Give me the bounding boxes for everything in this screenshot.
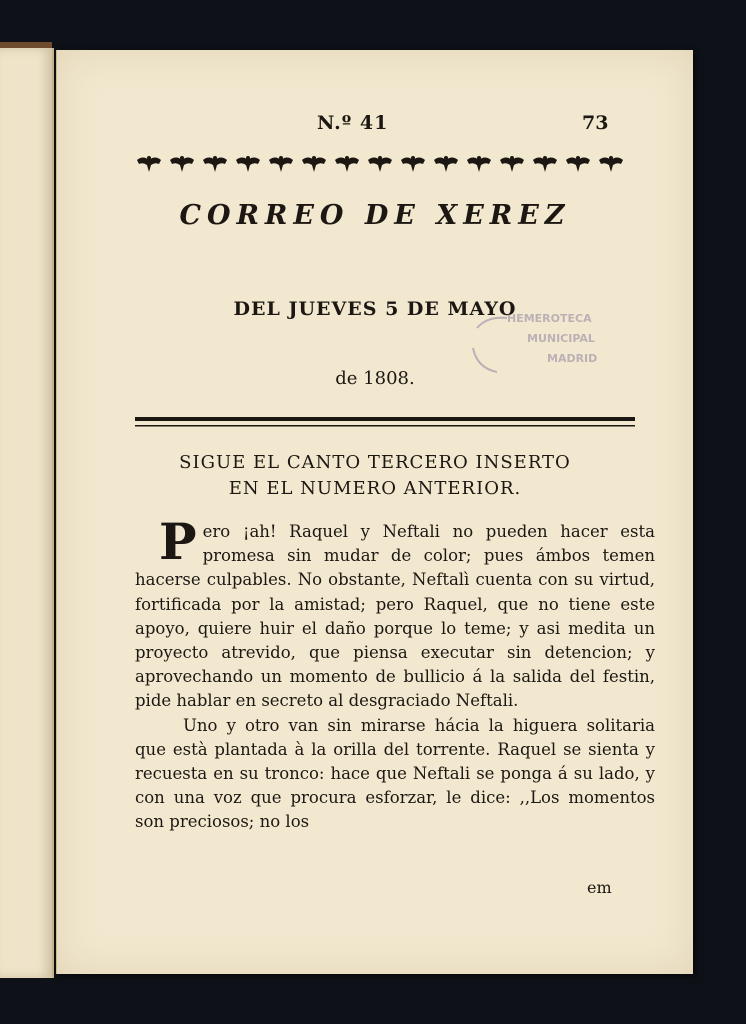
date-line: DEL JUEVES 5 DE MAYO [233,298,517,320]
stamp-text: MADRID [547,352,598,365]
ornament-band [135,154,633,176]
left-page-edge [0,48,54,978]
paragraph [135,512,655,714]
newspaper-page [56,50,693,974]
section-heading [57,450,693,502]
catchword: em [587,878,612,897]
section-heading-line: EN EL NUMERO ANTERIOR. [228,478,522,499]
page-number: 73 [582,112,609,134]
stamp-text: HEMEROTECA [507,312,592,325]
section-heading-line: SIGUE EL CANTO TERCERO INSERTO [179,452,571,473]
article-body [135,512,655,835]
double-rule [135,416,635,430]
masthead-title: CORREO DE XEREZ [179,200,571,231]
drop-cap: P [159,512,197,571]
library-stamp [467,308,639,378]
stamp-text: MUNICIPAL [527,332,595,345]
issue-number: N.º 41 [317,112,389,134]
year-line: de 1808. [335,368,415,389]
paragraph-text: ero ¡ah! Raquel y Neftali no pueden hacer esta promesa sin mudar de color; pues ámbos temen hacerse culpables. No obstante, Neftalì cuenta con su virtud, fortificada por la amistad; pero Raquel, que no tiene este apoyo, quiere huir el daño porque lo teme; y asi medita un proyecto atrevido, que piensa executar sin detencion; y aprovechando un momento de bullicio á la salida del festin, pide hablar en secreto al desgraciado Neftali. [135,522,655,711]
paragraph: Uno y otro van sin mirarse hácia la higuera solitaria que està plantada à la orilla del torrente. Raquel se sienta y recuesta en su tronco: hace que Neftali se ponga á su lado, y con una voz que procura esforzar, le dice: ,,Los momentos son preciosos; no los [135,715,655,832]
